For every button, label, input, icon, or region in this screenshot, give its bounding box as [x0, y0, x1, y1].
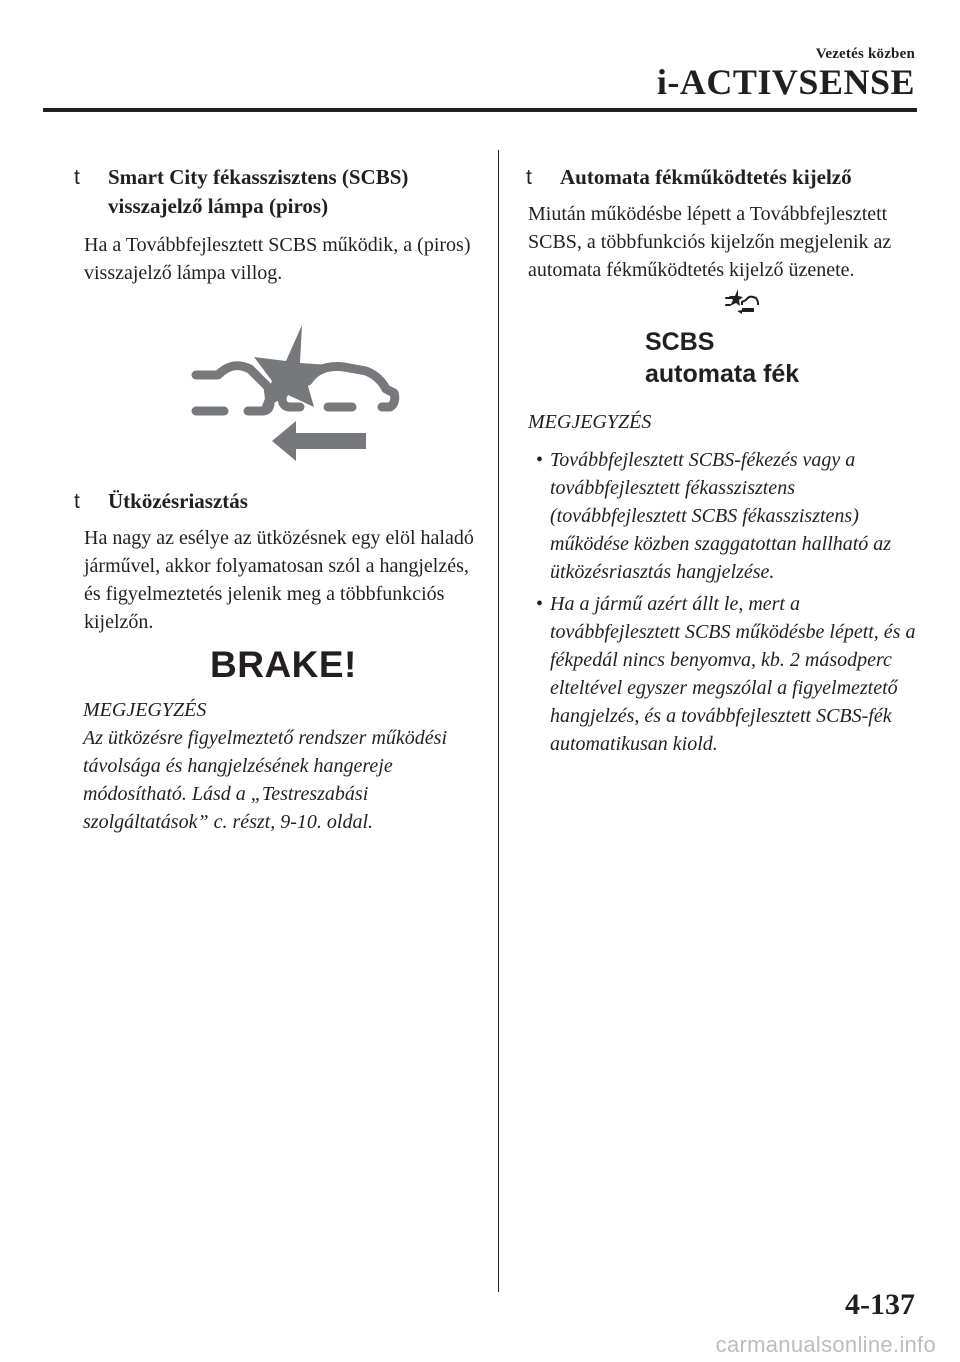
page-number: 4-137	[845, 1288, 915, 1321]
right-column	[508, 163, 928, 762]
heading-line-1: Smart City fékasszisztens (SCBS)	[108, 165, 409, 189]
header-rule	[43, 108, 917, 112]
scbs-warning-lamp-icon	[190, 323, 402, 471]
note-bullet-item	[508, 590, 928, 758]
heading-collision-warning	[56, 487, 476, 516]
section-title: i-ACTIVSENSE	[656, 62, 915, 102]
note-label: MEGJEGYZÉS	[528, 411, 652, 433]
note-bullet-text: Ha a jármű azért állt le, mert a továbbfejlesztett SCBS működésbe lépett, és a fékpedál nincs benyomva, kb. 2 másodperc elteltével egyszer megszólal a figyelmeztető hangjelzés, és a továbbfejlesztett SCBS-fék automatikusan kiold.	[550, 593, 916, 755]
scbs-display-line-2: automata fék	[645, 360, 800, 388]
note-bullet-item	[508, 446, 928, 586]
note-text: Az ütközésre figyelmeztető rendszer működési távolsága és hangjelzésének hangereje módosítható. Lásd a „Testreszabási szolgáltatások” c. részt, 9-10. oldal.	[83, 727, 447, 833]
chapter-title: Vezetés közben	[815, 46, 915, 62]
column-divider	[498, 150, 499, 1292]
scbs-display-message	[645, 326, 928, 390]
paragraph-collision: Ha nagy az esélye az ütközésnek egy elöl haladó járművel, akkor folyamatosan szól a hangjelzés, és figyelmeztetés jelenik meg a többfunkciós kijelzőn.	[84, 527, 474, 633]
note-bullet-text: Továbbfejlesztett SCBS-fékezés vagy a továbbfejlesztett fékasszisztens (továbbfejlesztett SCBS fékasszisztens) működése közben szaggatottan hallható az ütközésriasztás hangjelzése.	[550, 449, 892, 583]
paragraph-auto-brake: Miután működésbe lépett a Továbbfejlesztett SCBS, a többfunkciós kijelzőn megjelenik az automata fékműködtetés kijelző üzenete.	[528, 203, 892, 281]
paragraph-lamp: Ha a Továbbfejlesztett SCBS működik, a (piros) visszajelző lámpa villog.	[84, 234, 471, 284]
heading-text: Ütközésriasztás	[108, 489, 248, 513]
heading-marker: t	[526, 166, 532, 189]
bullet-glyph: •	[536, 593, 544, 615]
scbs-small-icon	[724, 288, 760, 318]
heading-line-2: visszajelző lámpa (piros)	[108, 194, 329, 218]
heading-text: Automata fékműködtetés kijelző	[560, 165, 852, 189]
note-bullet-list	[508, 446, 928, 758]
heading-auto-brake-display	[508, 163, 928, 192]
scbs-display-line-1: SCBS	[645, 328, 715, 356]
brake-display-text: BRAKE!	[210, 644, 357, 685]
heading-marker: t	[74, 166, 80, 189]
note-label: MEGJEGYZÉS	[83, 699, 207, 721]
heading-marker: t	[74, 490, 80, 513]
heading-scbs-lamp	[56, 163, 476, 221]
left-column	[56, 163, 476, 836]
bullet-glyph: •	[536, 449, 544, 471]
watermark: carmanualsonline.info	[715, 1332, 936, 1357]
